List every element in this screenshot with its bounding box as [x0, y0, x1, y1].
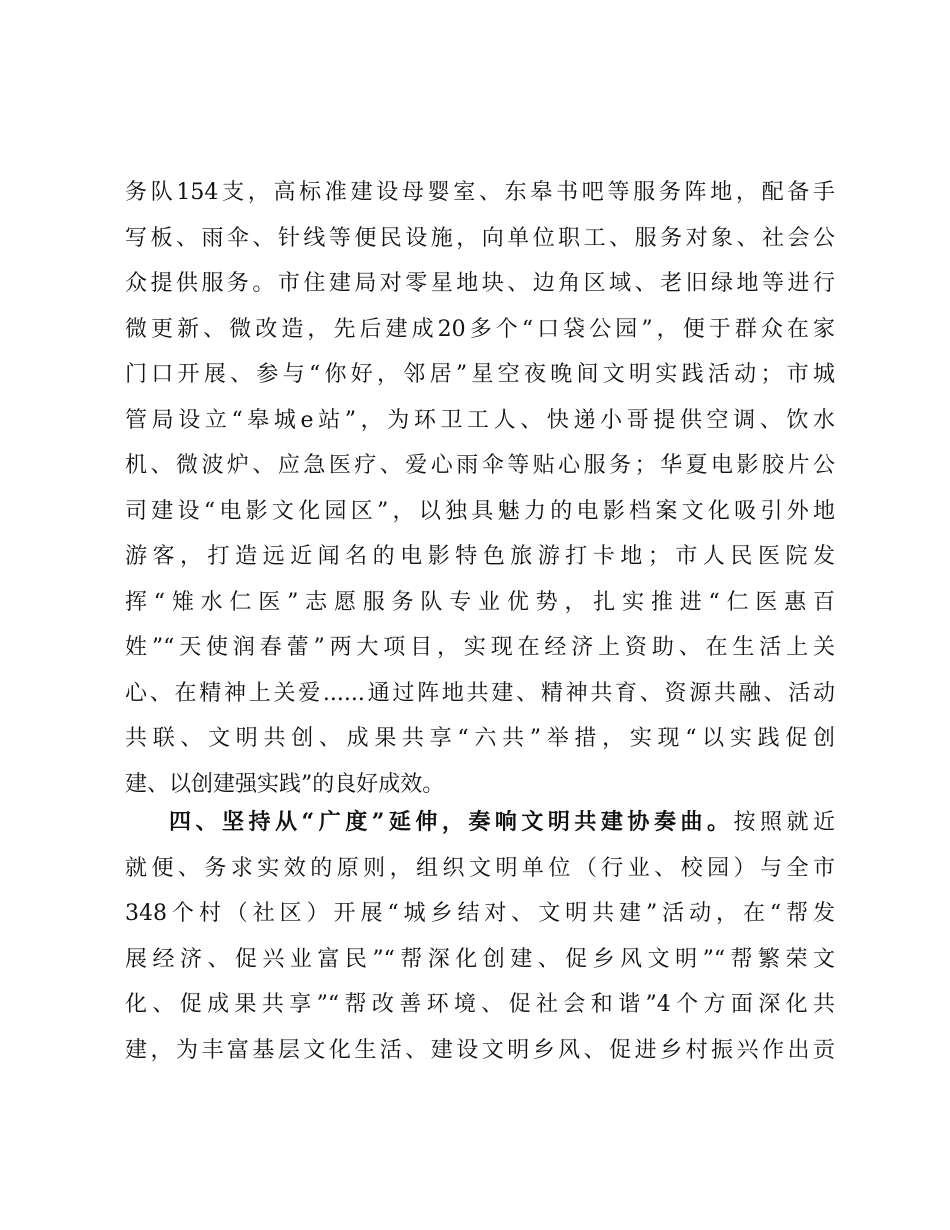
- text-line: 共联、文明共创、成果共享“六共”举措，实现“以实践促创: [125, 726, 835, 751]
- text-line: 展经济、促兴业富民”“帮深化创建、促乡风文明”“帮繁荣文: [125, 946, 835, 972]
- text-line: 348个村（社区）开展“城乡结对、文明共建”活动，在“帮发: [125, 901, 835, 926]
- text-line: 门口开展、参与“你好，邻居”星空夜晚间文明实践活动；市城: [125, 362, 835, 387]
- text-line: 化、促成果共享”“帮改善环境、促社会和谐”4个方面深化共: [125, 992, 835, 1017]
- text-line: 微更新、微改造，先后建成20多个“口袋公园”，便于群众在家: [125, 316, 835, 342]
- text-line: 机、微波炉、应急医疗、爱心雨伞等贴心服务；华夏电影胶片公: [125, 453, 835, 478]
- text-line: 司建设“电影文化园区”，以独具魅力的电影档案文化吸引外地: [125, 498, 835, 524]
- heading-continuation: 按照就近: [733, 810, 835, 835]
- text-line: 游客，打造远近闻名的电影特色旅游打卡地；市人民医院发: [125, 544, 835, 569]
- text-line: 管局设立“皋城e站”，为环卫工人、快递小哥提供空调、饮水: [125, 407, 835, 433]
- text-line: 建、以创建强实践”的良好成效。: [125, 771, 445, 797]
- text-line: 心、在精神上关爱......通过阵地共建、精神共育、资源共融、活动: [125, 680, 835, 706]
- paragraph-1: [125, 170, 835, 807]
- text-line: 姓”“天使润春蕾”两大项目，实现在经济上资助、在生活上关: [125, 635, 835, 660]
- text-line-first: [125, 800, 835, 846]
- paragraph-2: [125, 800, 835, 1073]
- section-heading: 四、坚持从“广度”延伸，奏响文明共建协奏曲。: [169, 809, 734, 835]
- text-line: 建，为丰富基层文化生活、建设文明乡风、促进乡村振兴作出贡: [125, 1037, 835, 1063]
- text-line: 就便、务求实效的原则，组织文明单位（行业、校园）与全市: [125, 855, 835, 881]
- text-line: 众提供服务。市住建局对零星地块、边角区域、老旧绿地等进行: [125, 271, 835, 296]
- text-line: 挥“雉水仁医”志愿服务队专业优势，扎实推进“仁医惠百: [125, 589, 835, 615]
- text-line: 务队154支，高标准建设母婴室、东皋书吧等服务阵地，配备手: [125, 180, 835, 205]
- text-line: 写板、雨伞、针线等便民设施，向单位职工、服务对象、社会公: [125, 225, 835, 251]
